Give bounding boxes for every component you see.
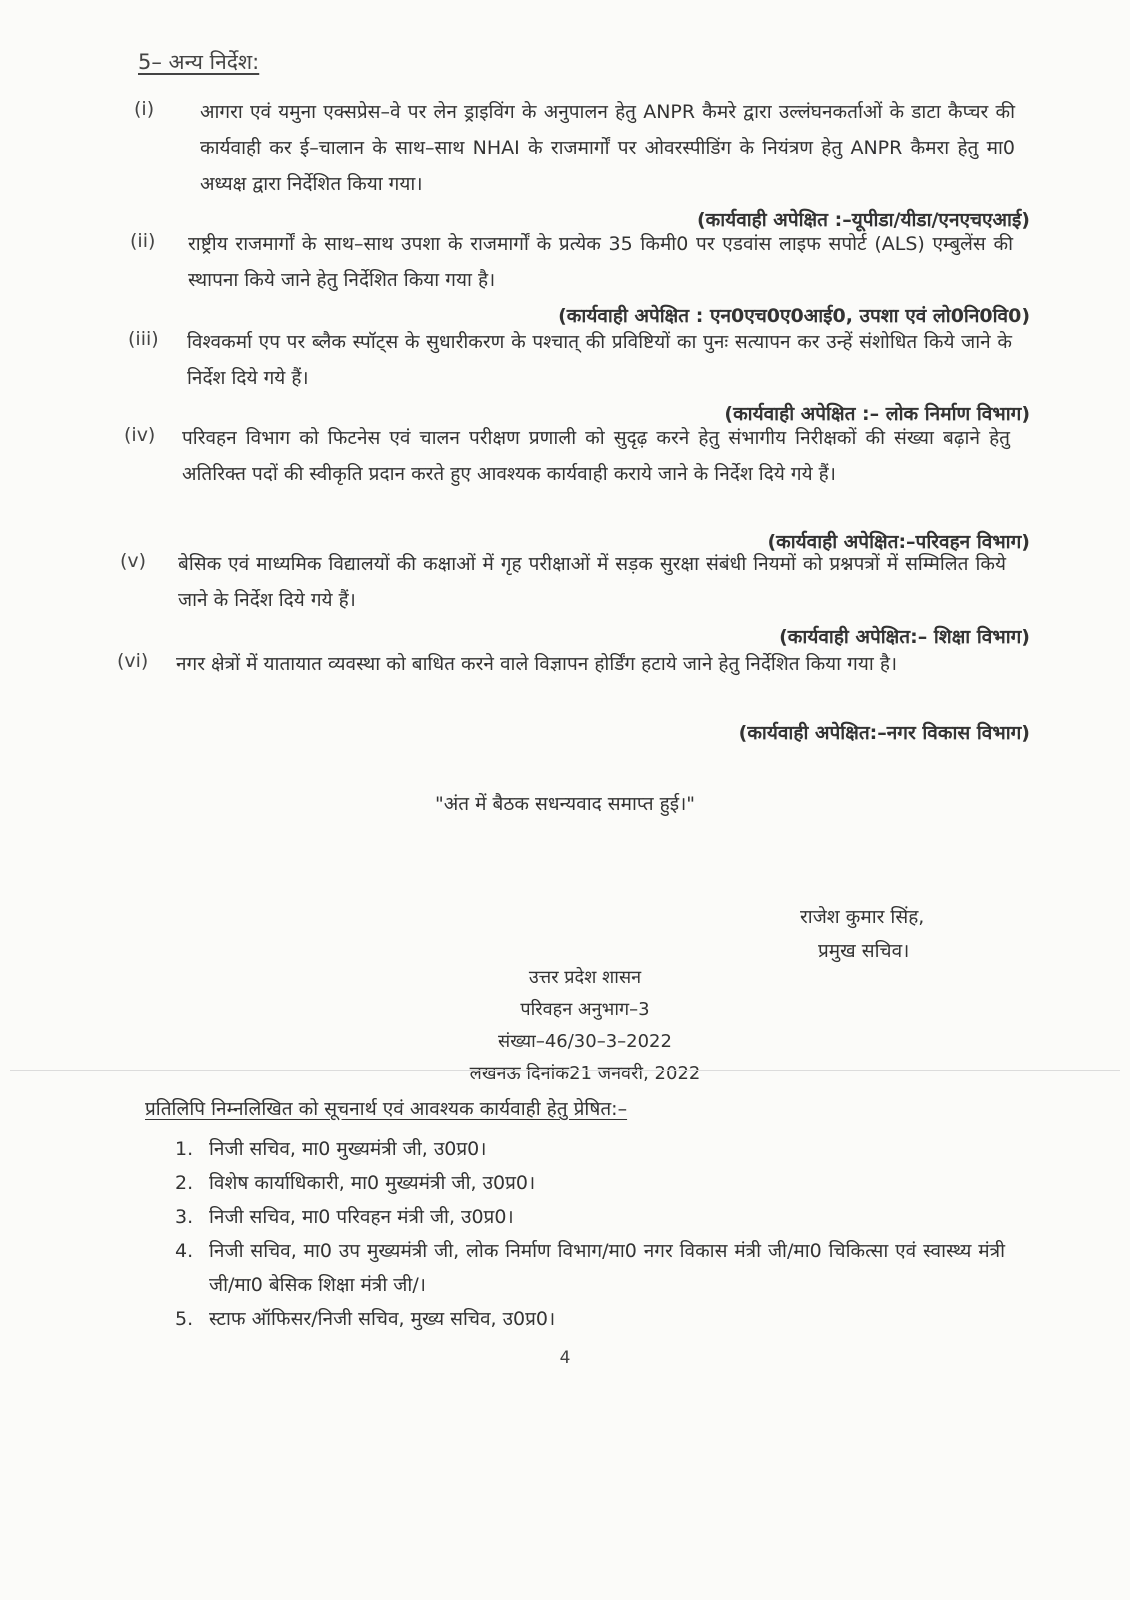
list-item: 2. विशेष कार्याधिकारी, मा0 मुख्यमंत्री जी, उ0प्र0। <box>175 1172 536 1194</box>
signatory-name: राजेश कुमार सिंह, <box>800 906 925 928</box>
action-required: (कार्यवाही अपेक्षित : एन0एच0ए0आई0, उपशा एवं लो0नि0वि0) <box>558 305 1030 327</box>
item-number: (iii) <box>128 328 159 350</box>
office-number: संख्या–46/30–3–2022 <box>498 1031 672 1052</box>
item-text: बेसिक एवं माध्यमिक विद्यालयों की कक्षाओं में गृह परीक्षाओं में सड़क सुरक्षा संबंधी नियमों को प्रश्नपत्रों में सम्मिलित किये जाने के निर्देश दिये गये हैं। <box>178 553 1006 611</box>
item-number: (v) <box>120 550 147 572</box>
list-item: 5. स्टाफ ऑफिसर/निजी सचिव, मुख्य सचिव, उ0प्र0। <box>175 1308 556 1330</box>
item-number: (iv) <box>124 424 156 446</box>
section-heading: 5– अन्य निर्देश: <box>138 50 260 74</box>
closing-statement: "अंत में बैठक सधन्यवाद समाप्त हुई।" <box>434 793 696 815</box>
copy-heading: प्रतिलिपि निम्नलिखित को सूचनार्थ एवं आवश्यक कार्यवाही हेतु प्रेषित:– <box>145 1098 628 1120</box>
list-item: 4. निजी सचिव, मा0 उप मुख्यमंत्री जी, लोक निर्माण विभाग/मा0 नगर विकास मंत्री जी/मा0 चिकित्सा एवं स्वास्थ्य मंत्री जी/मा0 बेसिक शिक्षा मंत्री जी/। <box>175 1240 1005 1296</box>
item-text: विश्वकर्मा एप पर ब्लैक स्पॉट्स के सुधारीकरण के पश्चात् की प्रविष्टियों का पुनः सत्यापन कर उन्हें संशोधित किये जाने के निर्देश दिये गये हैं। <box>187 331 1012 389</box>
list-item: 1. निजी सचिव, मा0 मुख्यमंत्री जी, उ0प्र0। <box>175 1138 487 1160</box>
office-government: उत्तर प्रदेश शासन <box>528 967 642 988</box>
page-number: 4 <box>559 1348 571 1368</box>
item-text: परिवहन विभाग को फिटनेस एवं चालन परीक्षण प्रणाली को सुदृढ़ करने हेतु संभागीय निरीक्षकों की संख्या बढ़ाने हेतु अतिरिक्त पदों की स्वीकृति प्रदान करते हुए आवश्यक कार्यवाही कराये जाने के निर्देश दिये गये हैं। <box>182 427 1010 485</box>
item-text: राष्ट्रीय राजमार्गों के साथ–साथ उपशा के राजमार्गों के प्रत्येक 35 किमी0 पर एडवांस लाइफ सपोर्ट (ALS) एम्बुलेंस की स्थापना किये जाने हेतु निर्देशित किया गया है। <box>188 233 1013 291</box>
item-text: नगर क्षेत्रों में यातायात व्यवस्था को बाधित करने वाले विज्ञापन होर्डिंग हटाये जाने हेतु निर्देशित किया गया है। <box>176 653 898 675</box>
signature-block <box>800 900 924 968</box>
item-text: आगरा एवं यमुना एक्सप्रेस–वे पर लेन ड्राइविंग के अनुपालन हेतु ANPR कैमरे द्वारा उल्लंघनकर्ताओं के डाटा कैप्चर की कार्यवाही कर ई–चालान के साथ–साथ NHAI के राजमार्गों पर ओवरस्पीडिंग के नियंत्रण हेतु ANPR कैमरा हेतु मा0 अध्यक्ष द्वारा निर्देशित किया गया। <box>200 101 1015 195</box>
divider <box>10 1070 1120 1071</box>
signatory-designation: प्रमुख सचिव। <box>818 940 910 962</box>
office-date: लखनऊ दिनांक21 जनवरी, 2022 <box>469 1063 701 1084</box>
action-required: (कार्यवाही अपेक्षित :– लोक निर्माण विभाग) <box>724 403 1030 425</box>
list-item: 3. निजी सचिव, मा0 परिवहन मंत्री जी, उ0प्र0। <box>175 1206 514 1228</box>
office-section: परिवहन अनुभाग–3 <box>520 999 650 1020</box>
item-number: (ii) <box>130 230 156 252</box>
action-required: (कार्यवाही अपेक्षित:–नगर विकास विभाग) <box>738 722 1030 744</box>
action-required: (कार्यवाही अपेक्षित :–यूपीडा/यीडा/एनएचएआई) <box>696 209 1030 231</box>
copy-list <box>175 1132 1005 1336</box>
item-number: (i) <box>134 98 155 120</box>
action-required: (कार्यवाही अपेक्षित:–परिवहन विभाग) <box>767 531 1030 553</box>
action-required: (कार्यवाही अपेक्षित:– शिक्षा विभाग) <box>779 626 1030 648</box>
item-number: (vi) <box>117 650 149 672</box>
